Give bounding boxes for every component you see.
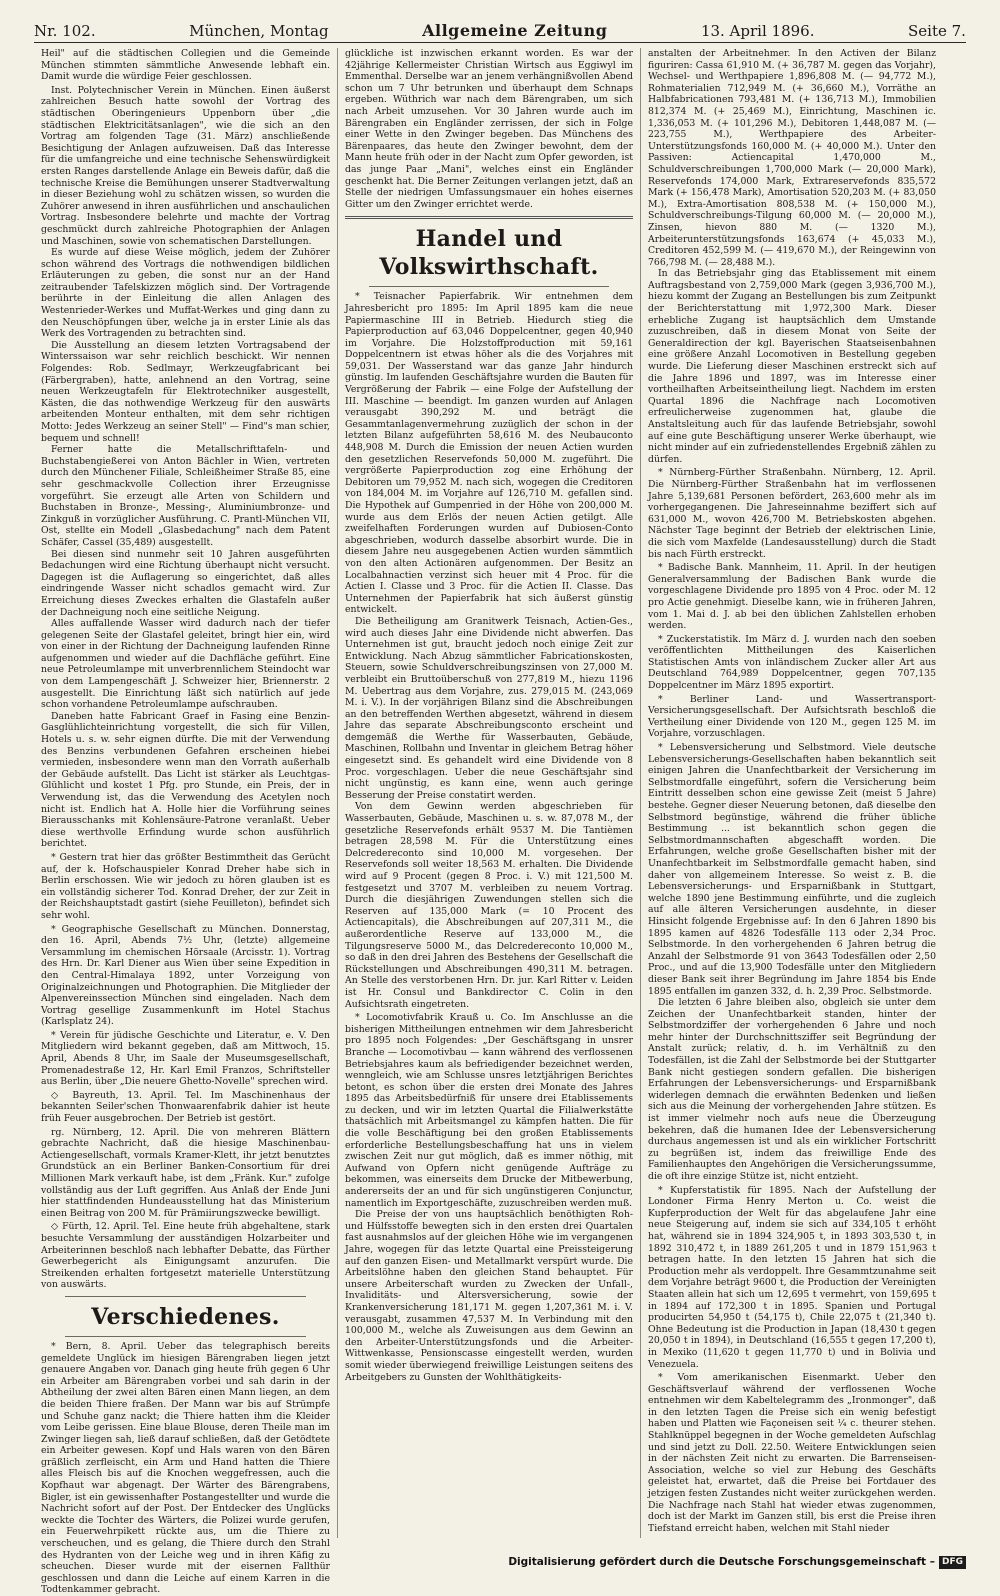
- article-dreher: * Gestern trat hier das größter Bestimmtheit das Gerücht auf, der k. Hofschauspieler Konrad Dreher habe sich in Berlin erschossen. Wie wir jedoch zu hören glauben ist es ein vollständig sicherer Tod. Konrad Dreher, der zur Zeit in der Reichshauptstadt gastirt (siehe Feuilleton), befindet sich sehr wohl.: [41, 851, 330, 921]
- article-bayreuth: ◇ Bayreuth, 13. April. Tel. Im Maschinenhaus der bekannten Seiler'schen Thonwaarenfabrik dahier ist heute früh Feuer ausgebrochen. Der Betrieb ist gestört.: [41, 1089, 330, 1125]
- place-day: München, Montag: [189, 22, 329, 40]
- section-divider: [65, 1296, 306, 1297]
- article-nuernberg: rg. Nürnberg, 12. April. Die von mehreren Blättern gebrachte Nachricht, daß die hiesige Maschinenbau-Actiengesellschaft, vormals Kramer-Klett, ihr jetzt benutztes Grundstück an ein Berliner Banken-Consortium für drei Millionen Mark verkauft habe, ist dem „Fränk. Kur." zufolge vollständig aus der Luft gegriffen. Aus Anlaß der Ende Juni hier stattfindenden Hundeausstellung hat das Ministerium einen Beitrag von 200 M. für Prämiirungszwecke bewilligt.: [41, 1126, 330, 1219]
- article-krauss: * Locomotivfabrik Krauß u. Co. Im Anschlusse an die bisherigen Mittheilungen entnehmen wir dem Jahresbericht pro 1895 noch Folgendes: „Der Geschäftsgang in unsrer Branche — Locomotivbau — kann während des verflossenen Betriebsjahres kaum als befriedigender bezeichnet werden, wenngleich, wie am Schlusse unsres letztjährigen Berichtes betont, es schon über die ersten drei Monate des Jahres 1895 das Arbeitsbedürfniß für unsere drei Etablissements zu decken, und wir im letzten Quartal die Filialwerkstätte thatsächlich mit Arbeitsmangel zu kämpfen hatten. Die für die volle Beschäftigung bei den großen Etablissements erforderliche Bestellungsbeschaffung hat uns in vielem zwischen Zeit nur gut möglich, daß es immer nöthig, mit Aufwand von Opfern nicht genügende Aufträge zu bekommen, was einerseits dem Drucke der Mitbewerbung, andererseits der an und für sich ungünstigeren Conjunctur, namentlich im Exportgeschäfte, zuzuschreiben werden muß.: [345, 1012, 633, 1209]
- header-rule: [34, 42, 966, 43]
- digitization-credit: [508, 1555, 966, 1569]
- article-text: Die Ausstellung an diesem letzten Vortragsabend der Winterssaison war sehr reichlich beschickt. Wir nennen Folgendes: Rob. Sedlmayr, Werkzeugfabricant bei (Färbergraben), hatte, anlehnend an den Vortrag, seine neuen Werkzeugtafeln für Elektrotechniker ausgestellt, Kästen, die das nothwendige Werkzeug für den auswärts arbeitenden Monteur enthalten, mit dem sehr richtigen Motto: Jedes Werkzeug an seiner Stell" — Find"s man schier, bequem und schnell!: [41, 339, 330, 444]
- credit-text: Digitalisierung gefördert durch die Deutsche Forschungsgemeinschaft –: [508, 1556, 935, 1568]
- article-zuckerstatistik: * Zuckerstatistik. Im März d. J. wurden nach den soeben veröffentlichten Mittheilungen des Kaiserlichen Statistischen Amts von inländischem Zucker aller Art aus Deutschland 764,989 Doppelcentner, gegen 707,135 Doppelcentner im März 1895 exportirt.: [648, 633, 936, 692]
- article-eisenmarkt: * Vom amerikanischen Eisenmarkt. Ueber den Geschäftsverlauf während der verflossenen Woche entnehmen wir dem Kabeltelegramm des „Ironmonger", daß in den letzten Tagen die Preise sich ein wenig befestigt haben und Platten wie Façoneisen seit ¼ c. theurer stehen. Stahlknüppel begegnen in der Woche gemeldeten Aufschlag und sind jetzt zu Doll. 22.50. Weitere Entwicklungen seien in der nächsten Zeit nicht zu erwarten. Die Barrenseisen-Association, welche so viel zur Hebung des Geschäfts geleistet hat, erwartet, daß die Preise bei Fortdauer des jetzigen festen Zustandes nicht weiter zurückgehen werden. Die Nachfrage nach Stahl hat wieder etwas zugenommen, doch ist der Markt im Ganzen still, bis erst die Preise ihren Tiefstand erreicht haben, welchen mit Stahl nieder: [648, 1372, 936, 1534]
- section-title-handel: Handel und Volkswirthschaft.: [379, 226, 599, 281]
- article-text: Die Preise der von uns hauptsächlich benöthigten Roh- und Hülfsstoffe bewegten sich in den ersten drei Quartalen fast ausnahmslos auf der gleichen Höhe wie im vergangenen Jahre, wogegen für das letzte Quartal eine Preissteigerung auf den ganzen Eisen- und Metallmarkt verspürt wurde. Die Arbeitslöhne haben den gleichen Stand behauptet. Für unsere Arbeiterschaft wurden zu Zwecken der Unfall-, Invaliditäts- und Altersversicherung, sowie der Krankenversicherung 181,171 M. gegen 1,207,361 M. i. V. verausgabt, zusammen 47,537 M. In Verbindung mit den 100,000 M., welche als Zuweisungen aus dem Gewinn an den Arbeiter-Unterstützungsfonds und die Arbeiter-Wittwenkasse, Pensionscasse eingestellt werden, wurden somit wieder überwiegend freiwillige Leistungen seitens des Arbeitgebers zu Gunsten der Wohlthätigkeits-: [345, 1209, 633, 1383]
- article-text: Ferner hatte die Metallschrifttafeln- und Buchstabengießerei von Anton Bächler in Wien, vertreten durch den Münchener Filiale, Schleißheimer Straße 85, eine sehr geschmackvolle Collection ihrer Erzeugnisse vorgeführt. Sie erzeugt alle Arten von Schildern und Buchstaben in Bronze-, Messing-, Aluminiumbronze- und Zinkguß in vorzüglicher Ausführung. C. Prantl-München VII, Ost, stellte ein Modell „Glasbedachung" nach dem Patent Schäfer, Cassel (35,489) ausgestellt.: [41, 444, 330, 548]
- article-teisnach: * Teisnacher Papierfabrik. Wir entnehmen dem Jahresbericht pro 1895: Im April 1895 kam die neue Papiermaschine III in Betrieb. Hiedurch stieg die Papierproduction auf 63,046 Doppelcentner, gegen 40,940 im Vorjahre. Die Holzstoffproduction mit 59,161 Doppelcentnern ist etwas höher als die des Vorjahres mit 59,031. Der Wasserstand war das ganze Jahr hindurch günstig. Im laufenden Geschäftsjahre wurden die Bauten für Vergrößerung der Fabrik — eine Folge der Aufstellung der III. Maschine — beendigt. Im ganzen wurden auf Anlagen verausgabt 390,292 M. und beträgt die Gesammtanlagenvermehrung zuzüglich der schon in der letzten Bilanz aufgeführten 58,616 M. des Neubauconto 448,908 M. Durch die Emission der neuen Actien wurden den gesetzlichen Reservefonds 50,000 M. zugeführt. Die vergrößerte Papierproduction zog eine Erhöhung der Debitoren um 79,952 M. nach sich, wogegen die Creditoren von 184,004 M. im Vorjahre auf 126,710 M. gefallen sind. Die Hypothek auf Gumpenried in der Höhe von 200,000 M. wurde aus dem Erlös der neuen Actien getilgt. Alle zweifelhaften Forderungen wurden auf Dubiosen-Conto abgeschrieben, wodurch dasselbe absorbirt wurde. Die in diesem Jahre neu ausgegebenen Actien wurden sämmtlich von den alten Actionären aufgenommen. Der Besitz an Localbahnactien verzinst sich heuer mit 4 Proc. für die Actien I. Classe und 3 Proc. für die Actien II. Classe. Das Unternehmen der Papierfabrik hat sich äußerst günstig entwickelt.: [345, 291, 633, 616]
- article-text: Alles auffallende Wasser wird dadurch nach der tiefer gelegenen Seite der Glastafel geleitet, bringt hier ein, wird von einer in der Richtung der Dachneigung laufenden Rinne aufgenommen und wieder auf die Dachfläche geführt. Eine neue Petroleumlampe mit unverbrennlichem Steindocht war von dem Lampengeschäft J. Schweizer hier, Briennerstr. 2 ausgestellt. Die Einrichtung läßt sich natürlich auf jede schon vorhandene Petroleumlampe aufschrauben.: [41, 618, 330, 711]
- section-divider: [369, 286, 609, 287]
- article-text: Die Betheiligung am Granitwerk Teisnach, Actien-Ges., wird auch dieses Jahr eine Dividende nicht abwerfen. Das Unternehmen ist gut, braucht jedoch noch einige Zeit zur Entwicklung. Nach Abzug sämmtlicher Fabricationskosten, Steuern, sowie Schuldverschreibungszinsen von 27,000 M. verbleibt ein Bruttoüberschuß von 277,819 M., hiezu 1196 M. Uebertrag aus dem Vorjahre, zus. 279,015 M. (243,069 M. i. V.). In der vorjährigen Bilanz sind die Abschreibungen an den betreffenden Werthen abgesetzt, während in diesem Jahre das separate Abschreibungsconto erscheint und demgemäß die Werthe für Wasserbauten, Gebäude, Maschinen, Rollbahn und Inventar in gleichem Betrag höher eingesetzt sind. Es gehandelt wird eine Dividende von 8 Proc. vorgeschlagen. Ueber die neue Geschäftsjahr sind nicht ungünstig, es kann eine, wenn auch geringe Besserung der Preise constatirt werden.: [345, 615, 633, 801]
- article-fuerth: ◇ Fürth, 12. April. Tel. Eine heute früh abgehaltene, stark besuchte Versammlung der ausständigen Holzarbeiter und Arbeiterinnen beschloß nach lebhafter Debatte, das Fürther Gewerbegericht als Einigungsamt anzurufen. Die Streikenden erhalten fortgesetzt materielle Unterstützung von auswärts.: [41, 1221, 330, 1291]
- article-text: Von dem Gewinn werden abgeschrieben für Wasserbauten, Gebäude, Maschinen u. s. w. 87,078 M., der gesetzliche Reservefonds erhält 9537 M. Die Tantièmen betragen 28,598 M. Für die Unterstützung eines Delcredereconto sind 10,000 M. vorgesehen. Der Reservefonds soll weiter 18,563 M. erhalten. Die Dividende wird auf 9 Procent (gegen 8 Proc. i. V.) mit 121,500 M. festgesetzt und 3707 M. verbleiben zu neuem Vortrag. Durch die diesjährigen Zuwendungen stellen sich die Reserven auf 135,000 Mark (= 10 Procent des Actiencapitals), die Abschreibungen auf 207,311 M., die außerordentliche Reserve auf 133,000 M., die Tilgungsreserve 5000 M., das Delcredereconto 10,000 M., so daß in den drei Jahren des Bestehens der Gesellschaft die Rückstellungen und Abschreibungen 490,311 M. betragen. An Stelle des verstorbenen Hrn. Dr. jur. Karl Ritter v. Leiden ist Hr. Consul und Bankdirector C. Colin in den Aufsichtsrath eingetreten.: [345, 801, 633, 1010]
- article-badische-bank: * Badische Bank. Mannheim, 11. April. In der heutigen Generalversammlung der Badischen Bank wurde die vorgeschlagene Dividende pro 1895 von 4 Proc. oder M. 12 pro Actie genehmigt. Dieselbe kann, wie in früheren Jahren, vom 1. Mai d. J. ab bei den üblichen Zahlstellen erhoben werden.: [648, 562, 936, 632]
- masthead: Allgemeine Zeitung: [422, 21, 608, 40]
- section-divider: [345, 216, 633, 219]
- column-2: [337, 48, 640, 1538]
- column-1: [34, 48, 337, 1596]
- article-text: anstalten der Arbeitnehmer. In den Activen der Bilanz figuriren: Cassa 61,910 M. (+ 36,787 M. gegen das Vorjahr), Wechsel- und Werthpapiere 1,896,808 M. (— 94,772 M.), Rohmaterialien 712,949 M. (+ 36,660 M.), Vorräthe an Halbfabricationen 793,481 M. (+ 136,713 M.), Immobilien 812,374 M. (+ 25,469 M.), Einrichtung, Maschinen ic. 1,336,053 M. (+ 101,296 M.), Debitoren 1,448,087 M. (— 223,755 M.), Werthpapiere des Arbeiter-Unterstützungsfonds 160,000 M. (+ 40,000 M.). Unter den Passiven: Actiencapital 1,470,000 M., Schuldverschreibungen 1,700,000 Mark (— 20,000 Mark), Reservefonds 174,000 Mark, Extrareservefonds 835,572 Mark (+ 156,478 Mark), Amortisation 520,203 M. (+ 83,050 M.), Extra-Amortisation 808,538 M. (+ 150,000 M.), Schuldverschreibungs-Tilgung 60,000 M. (— 20,000 M.), Zinsen, hievon 880 M. (— 1320 M.), Arbeiterunterstützungsfonds 163,674 (+ 45,033 M.), Creditoren 452,599 M. (— 419,670 M.), der Reingewinn von 766,798 M. (— 28,488 M.).: [648, 48, 936, 268]
- article-text: Daneben hatte Fabricant Graef in Fasing eine Benzin-Gasglühlichteinrichtung vorgestellt, die sich für Villen, Hotels u. s. w. sehr eignen dürfte. Die mit der Verwendung des Benzins verbundenen Gefahren erscheinen hiebei vermieden, insbesondere wenn man den Vorrath außerhalb der Gebäude aufstellt. Das Licht ist stärker als Leuchtgas-Glühlicht und kostet 1 Pfg. pro Stunde, ein Preis, der in Verwendung ist, das die Verwendung des Acetylen noch nicht ist. Endlich hat A. Holle hier die Vorführung seines Bierausschanks mit Kohlensäure-Patrone veranlaßt. Ueber diese werthvolle Erfindung wurde schon ausführlich berichtet.: [41, 710, 330, 850]
- issue-number: Nr. 102.: [34, 22, 96, 40]
- article-text: Bei diesen sind nunmehr seit 10 Jahren ausgeführten Bedachungen wird eine Richtung überhaupt nicht versucht. Dagegen ist die Auflagerung so eingerichtet, daß alles eindringende Wasser nicht schadlos gemacht wird. Zur Erreichung dieses Zweckes erhalten die Glastafeln außer der Dachneigung noch eine seitliche Neigung.: [41, 548, 330, 618]
- article-kupferstatistik: * Kupferstatistik für 1895. Nach der Aufstellung der Londoner Firma Henry Merton u. Co. weist die Kupferproduction der Welt für das abgelaufene Jahr eine neue Steigerung auf, indem sie sich auf 334,105 t erhöht hat, während sie in 1894 324,905 t, in 1893 303,530 t, in 1892 310,472 t, in 1889 261,205 t und in 1879 151,963 t betragen hatte. In den letzten 15 Jahren hat sich die Production mehr als verdoppelt. Ihre Gesammtzunahme seit dem Vorjahre beträgt 9600 t, die Production der Vereinigten Staaten allein hat sich um 12,695 t vermehrt, von 159,695 t in 1894 auf 172,300 t in 1895. Spanien und Portugal producirten 54,950 t (54,175 t), Chile 22,075 t (21,340 t). Ohne Bedeutung ist die Production in Japan (18,430 t gegen 20,050 t in 1894), in Deutschland (16,555 t gegen 17,200 t), in Mexiko (11,620 t gegen 11,770 t) und in Bolivia und Venezuela.: [648, 1184, 936, 1370]
- article-text: Es wurde auf diese Weise möglich, jedem der Zuhörer schon während des Vortrags die nothwendigen bildlichen Erläuterungen zu geben, die sonst nur an der Hand zeitraubender Tafelskizzen möglich sind. Der Vortragende berührte in der Einleitung die allen Anlagen des Westenrieder-Werkes und Muffat-Werkes und ging dann zu den Neuschöpfungen über, welche ja in erster Linie als das Werk des Vortragenden zu betrachten sind.: [41, 247, 330, 340]
- issue-date: 13. April 1896.: [700, 22, 815, 40]
- page-header: [34, 12, 966, 40]
- article-text: Die letzten 6 Jahre bleiben also, obgleich sie unter dem Zeichen der Unanfechtbarkeit standen, hinter der Selbstmordziffer der vorhergehenden 6 Jahre und noch mehr hinter der Durchschnittsziffer seit Begründung der Anstalt zurück; relativ, d. h. im Verhältniß zu den Todesfällen, ist die Zahl der Selbstmorde bei der Stuttgarter Bank nicht gestiegen sondern gefallen. Die bisherigen Erfahrungen der Lebensversicherungs- und Ersparnißbank widerlegen demnach die erwähnten Bedenken und ließen sich aus die Meinung der vorhergehenden Jahre stützen. Es ist immer vielmehr noch aufs neue die Überzeugung bekehren, daß die humanen Idee der Lebensversicherung durchaus angemessen ist und als ein wirklicher Fortschritt zu begrüßen ist, indem das freiwillige Ende des Familienhauptes den Angehörigen die Versicherungssumme, die oft ihre einzige Stütze ist, nicht entzieht.: [648, 997, 936, 1182]
- column-3: [640, 48, 943, 1538]
- article-berliner-versicherung: * Berliner Land- und Wassertransport-Versicherungsgesellschaft. Der Aufsichtsrath beschloß die Vertheilung einer Dividende von 120 M., gegen 125 M. im Vorjahre, vorzuschlagen.: [648, 693, 936, 740]
- page-number: Seite 7.: [908, 22, 966, 40]
- article-polytechnic: Inst. Polytechnischer Verein in München. Einen äußerst zahlreichen Besuch hatte sowohl der Vortrag des städtischen Oberingenieurs Uppenborn über „die städtischen Elektricitätsanlagen", wie die sich an den Vortrag am folgenden Tage (31. März) anschließende Besichtigung der Anlagen aufzuweisen. Daß das Interesse für die umfangreiche und eine technische Sehenswürdigkeit ersten Ranges darstellende Anlage ein Beweis dafür, daß die technische Kreise die Bemühungen unserer Stadtverwaltung in dieser Beziehung wohl zu schätzen wissen, so wurden die Zuhörer anwesend in ihren ausführlichen und anschaulichen Vortrag. Insbesondere belehrte und machte der Vortrag geschmückt durch zahlreiche Photographien der Anlagen und Maschinen, sowie von schematischen Darstellungen.: [41, 84, 330, 247]
- section-divider: [65, 1336, 306, 1337]
- article-text: glückliche ist inzwischen erkannt worden. Es war der 42jährige Kellermeister Christian Wirtsch aus Eggiwyl im Emmenthal. Derselbe war an jenem verhängnißvollen Abend schon um 7 Uhr betrunken und überhaupt dem Schnaps ergeben. Wüthrich war nach dem Bärengraben, um sich nach Arbeit umzusehen. Vor 30 Jahren wurde auch im Bärengraben ein Engländer zerrissen, der sich in Folge einer Wette in den Zwinger begeben. Das Münchens des Bärenpaares, das heute den Zwinger bewohnt, dem der Mann heute früh oder in der Nacht zum Opfer geworden, ist das junge Paar „Mani", welches einst ein Engländer geschenkt hat. Die Berner Zeitungen verlangen jetzt, daß an Stelle der niedrigen Umfassungsmauer ein hohes eisernes Gitter um den Zwinger errichtet werde.: [345, 48, 633, 210]
- dfg-logo: DFG: [939, 1556, 966, 1569]
- section-title-verschiedenes: Verschiedenes.: [91, 1303, 280, 1330]
- article-text: Heil" auf die städtischen Collegien und die Gemeinde München stimmten sämmtliche Anwesende lebhaft ein. Damit wurde die würdige Feier geschlossen.: [41, 48, 330, 83]
- article-bern: * Bern, 8. April. Ueber das telegraphisch bereits gemeldete Unglück im hiesigen Bärengraben liegen jetzt genauere Angaben vor. Danach ging heute früh gegen 6 Uhr ein Arbeiter am Bärengraben vorbei und sah darin in der Abtheilung der zwei alten Bären einen Mann liegen, an dem die beiden Thiere fraßen. Der Mann war bis auf Strümpfe und Schuhe ganz nackt; die Thiere hatten ihm die Kleider vom Leibe gerissen. Eine blaue Blouse, deren Theile man im Zwinger liegen sah, ließ darauf schließen, daß der Getödtete ein Arbeiter gewesen. Kopf und Hals waren von den Bären gräßlich zerfleischt, ein Arm und Hand hatten die Thiere alles Fleisch bis auf die Knochen weggefressen, auch die Kopfhaut war abgenagt. Der Wärter des Bärengrabens, Bigler, ist ein gewissenhafter Postangestellter und wurde die Nachricht sofort auf der Post. Der Entdecker des Unglücks weckte die Tochter des Wärters, die Polizei wurde gerufen, ein Feuerwehrpikett rückte aus, um die Thiere zu verscheuchen, und es gelang, die Thiere durch den Strahl des Hydranten von der Leiche weg und in ihren Käfig zu scheuchen. Dieser wurde mit der eisernen Fallthür geschlossen und dann die Leiche auf einem Karren in die Todtenkammer gebracht.: [41, 1340, 330, 1596]
- article-jewish-history: * Verein für jüdische Geschichte und Literatur, e. V. Den Mitgliedern wird bekannt gegeben, daß am Mittwoch, 15. April, Abends 8 Uhr, im Saale der Museumsgesellschaft, Promenadestraße 12, Hr. Karl Emil Franzos, Schriftsteller aus Berlin, über „Die neuere Ghetto-Novelle" sprechen wird.: [41, 1029, 330, 1088]
- article-geographic-society: * Geographische Gesellschaft zu München. Donnerstag, den 16. April, Abends 7½ Uhr, (letzte) allgemeine Versammlung im chemischen Hörsaale (Arcisstr. 1). Vortrag des Hrn. Dr. Karl Diener aus Wien über seine Expedition in den Central-Himalaya 1892, unter Vorzeigung von Originalzeichnungen und Photographien. Die Mitglieder der Alpenvereinssection München sind eingeladen. Nach dem Vortrag gesellige Zusammenkunft im Hotel Stachus (Karlsplatz 24).: [41, 923, 330, 1028]
- article-text: In das Betriebsjahr ging das Etablissement mit einem Auftragsbestand von 2,759,000 Mark (gegen 3,936,700 M.), hiezu kommt der Zugang an Bestellungen bis zum Zeitpunkt der Berichterstattung mit 1,972,300 Mark. Dieser erhebliche Zugang ist hauptsächlich dem Umstande zuzuschreiben, daß in diesem Monat von Seite der Generaldirection der kgl. Bayerischen Staatseisenbahnen eine größere Anzahl Locomotiven in Bestellung gegeben wurde. Die Lieferung dieser Maschinen erstreckt sich auf die Jahre 1896 und 1897, was im Interesse einer vortheilhaften Arbeitseintheilung liegt. Nachdem im ersten Quartal 1896 die Nachfrage nach Locomotiven erfreulicherweise zugenommen hat, glaube die Anstaltsleitung auch für das laufende Betriebsjahr, sowohl auf eine gute Beschäftigung unserer Werke überhaupt, wie nicht minder auf ein zufriedenstellendes Ergebniß zählen zu dürfen.: [648, 268, 936, 465]
- article-lebensversicherung: * Lebensversicherung und Selbstmord. Viele deutsche Lebensversicherungs-Gesellschaften haben bekanntlich seit einigen Jahren die Unanfechtbarkeit der Versicherung im Selbstmordfalle eingeführt, sofern die Versicherung beim Eintritt desselben schon eine gewisse Zeit (meist 5 Jahre) bestehe. Gegner dieser Neuerung betonen, daß dieselbe den Selbstmord begünstige, während die früher übliche Bestimmung ... ist bekanntlich schon gegen die Selbstmordmannschaften abgeschafft worden. Die Erfahrungen, welche große Gesellschaften bisher mit der Unanfechtbarkeit im Selbstmordfalle gemacht haben, sind daher von allgemeinem Interesse. So weist z. B. die Lebensversicherungs- und Ersparnißbank in Stuttgart, welche 1890 jene Bestimmung einführte, und die zugleich auf alle älteren Versicherungen ausdehnte, in dieser Hinsicht folgende Ergebnisse auf: In den 6 Jahren 1890 bis 1895 kamen auf 4826 Todesfälle 113 oder 2,34 Proc. Selbstmorde. In den vorhergehenden 6 Jahren betrug die Anzahl der Selbstmorde 91 von 3643 Todesfällen oder 2,50 Proc., und auf die 13,900 Todesfälle unter den Mitgliedern dieser Bank seit ihrer Begründung im Jahre 1854 bis Ende 1895 entfallen im ganzen 332, d. h. 2,39 Proc. Selbstmorde.: [648, 742, 936, 997]
- article-strassenbahn: * Nürnberg-Fürther Straßenbahn. Nürnberg, 12. April. Die Nürnberg-Fürther Straßenbahn hat im verflossenen Jahre 5,139,681 Personen befördert, 263,600 mehr als im vorhergegangenen. Die Jahreseinnahme beziffert sich auf 631,000 M., wovon 426,700 M. Betriebskosten abgehen. Nächster Tage beginnt der Betrieb der elektrischen Linie, die sich vom Maxfelde (Landesausstellung) durch die Stadt bis nach Fürth erstreckt.: [648, 467, 936, 560]
